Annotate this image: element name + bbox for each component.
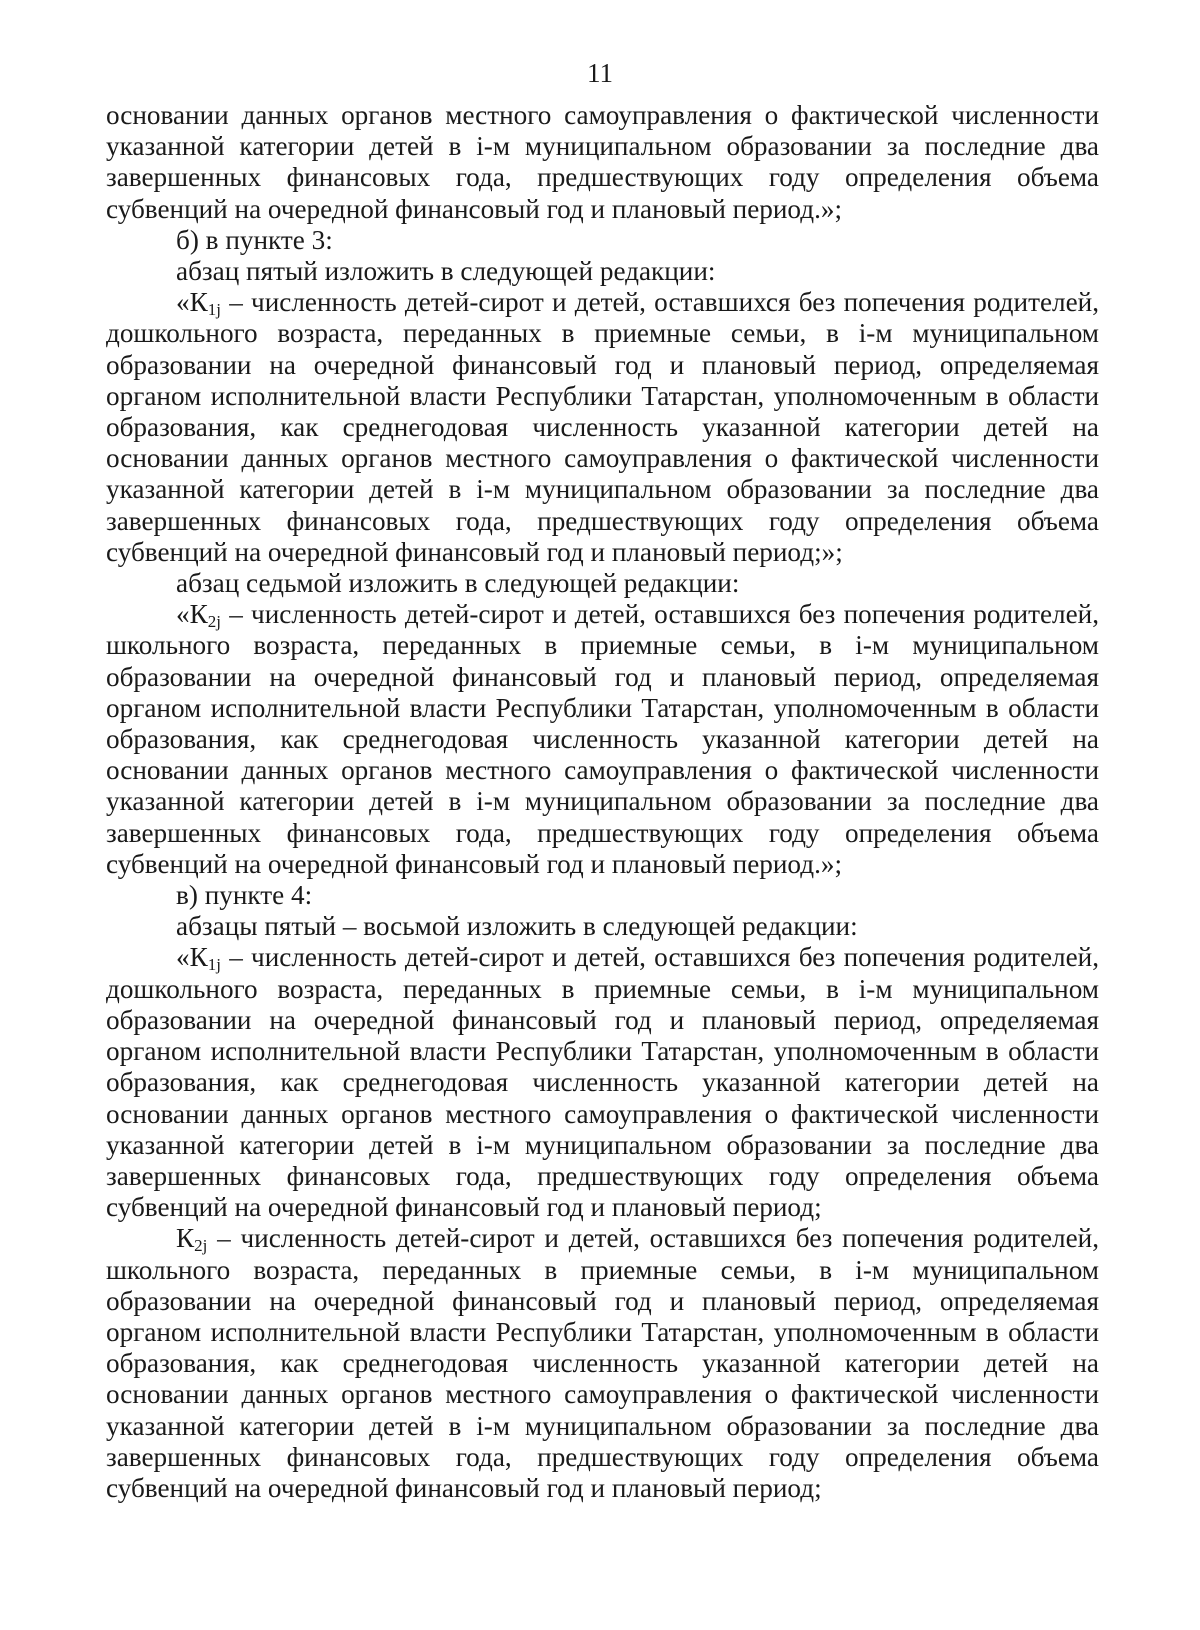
variable-subscript: 1j [207,300,221,320]
paragraph-instruction-fifth [106,256,1099,287]
variable-letter: К [189,599,208,630]
variable-letter: К [189,942,208,973]
paragraph-continuation [106,100,1099,225]
page-number: 11 [587,58,613,88]
variable-subscript: 2j [207,612,221,632]
variable-subscript: 1j [207,955,221,975]
paragraph-text: – численность детей-сирот и детей, оставшихся без попечения родителей, дошкольного возраста, переданных в приемные семьи, в i-м муниципальном образовании на очередной финансовый год и плановый период, определяемая органом исполнительной власти Республики Татарстан, уполномоченным в области образования, как среднегодовая численность указанной категории детей на основании данных органов местного самоуправления о фактической численности указанной категории детей в i-м муниципальном образовании за последние два завершенных финансовых года, предшествующих году определения объема субвенций на очередной финансовый год и плановый период; [106,942,1099,1223]
paragraph-text: б) в пункте 3: [176,224,333,255]
variable-k1j [176,287,221,320]
paragraph-instruction-seventh [106,568,1099,599]
quote-open: « [176,287,190,318]
paragraph-text: абзацы пятый – восьмой изложить в следующей редакции: [176,911,858,942]
paragraph-k1j-definition-2 [106,942,1099,1223]
paragraph-text: абзац седьмой изложить в следующей редакции: [176,568,740,599]
variable-k1j [176,942,221,975]
paragraph-k2j-definition-2 [106,1223,1099,1504]
paragraph-k2j-definition [106,599,1099,880]
document-body [106,100,1099,1504]
variable-k2j [176,599,221,632]
paragraph-subitem-b [106,225,1099,256]
paragraph-text: – численность детей-сирот и детей, оставшихся без попечения родителей, дошкольного возраста, переданных в приемные семьи, в i-м муниципальном образовании на очередной финансовый год и плановый период, определяемая органом исполнительной власти Республики Татарстан, уполномоченным в области образования, как среднегодовая численность указанной категории детей на основании данных органов местного самоуправления о фактической численности указанной категории детей в i-м муниципальном образовании за последние два завершенных финансовых года, предшествующих году определения объема субвенций на очередной финансовый год и плановый период;»; [106,287,1099,567]
paragraph-text: – численность детей-сирот и детей, оставшихся без попечения родителей, школьного возраста, переданных в приемные семьи, в i-м муниципальном образовании на очередной финансовый год и плановый период, определяемая органом исполнительной власти Республики Татарстан, уполномоченным в области образования, как среднегодовая численность указанной категории детей на основании данных органов местного самоуправления о фактической численности указанной категории детей в i-м муниципальном образовании за последние два завершенных финансовых года, предшествующих году определения объема субвенций на очередной финансовый год и плановый период.»; [106,599,1099,879]
quote-open: « [176,599,190,630]
variable-letter: К [189,287,208,318]
paragraph-text: в) пункте 4: [176,880,313,911]
paragraph-k1j-definition [106,287,1099,568]
paragraph-text: основании данных органов местного самоуправления о фактической численности указанной категории детей в i-м муниципальном образовании за последние два завершенных финансовых года, предшествующих году определения объема субвенций на очередной финансовый год и плановый период.»; [106,100,1099,224]
paragraph-text: – численность детей-сирот и детей, оставшихся без попечения родителей, школьного возраста, переданных в приемные семьи, в i-м муниципальном образовании на очередной финансовый год и плановый период, определяемая органом исполнительной власти Республики Татарстан, уполномоченным в области образования, как среднегодовая численность указанной категории детей на основании данных органов местного самоуправления о фактической численности указанной категории детей в i-м муниципальном образовании за последние два завершенных финансовых года, предшествующих году определения объема субвенций на очередной финансовый год и плановый период; [106,1223,1099,1503]
quote-open: « [176,942,190,973]
variable-letter: К [176,1223,195,1254]
paragraph-instruction-fifth-eighth [106,911,1099,942]
paragraph-subitem-v [106,880,1099,911]
paragraph-text: абзац пятый изложить в следующей редакции: [176,256,716,287]
variable-k2j [176,1223,208,1256]
variable-subscript: 2j [194,1236,208,1256]
